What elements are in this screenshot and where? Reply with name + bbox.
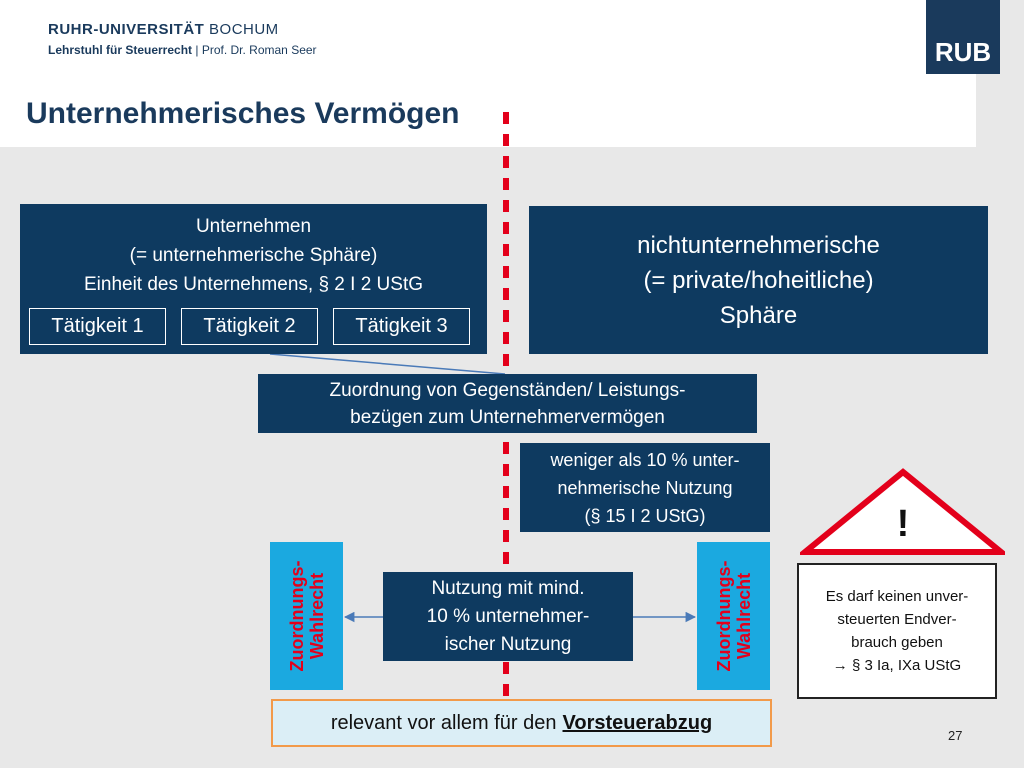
rub-logo: RUB xyxy=(926,0,1000,74)
university-name: RUHR-UNIVERSITÄT BOCHUM xyxy=(48,21,279,38)
private-line-2: (= private/hoheitliche) xyxy=(643,266,874,294)
choice-box-right xyxy=(697,542,770,690)
assignment-line-2: bezügen zum Unternehmervermögen xyxy=(350,406,665,428)
page-number: 27 xyxy=(948,728,963,743)
assignment-line-1: Zuordnung von Gegenständen/ Leistungs- xyxy=(329,379,686,401)
assignment-connector xyxy=(270,354,505,374)
at-least-10-line-1: Nutzung mit mind. xyxy=(431,577,585,599)
warning-line-2: steuerten Endver- xyxy=(837,611,957,628)
activity-2: Tätigkeit 2 xyxy=(181,308,318,345)
relevant-text: relevant vor allem für den xyxy=(330,711,557,734)
choice-left-text: Zuordnungs- Wahlrecht xyxy=(286,560,327,672)
private-sphere-box xyxy=(529,206,988,354)
activity-3: Tätigkeit 3 xyxy=(333,308,470,345)
warning-line-3: brauch geben xyxy=(851,634,943,651)
warning-box xyxy=(797,563,997,699)
at-least-10-line-2: 10 % unternehmer- xyxy=(426,605,590,627)
enterprise-line-2: (= unternehmerische Sphäre) xyxy=(129,245,378,266)
warning-line-1: Es darf keinen unver- xyxy=(825,588,969,605)
enterprise-box xyxy=(20,204,487,354)
less-than-10-box xyxy=(520,443,770,532)
chair-name: Lehrstuhl für Steuerrecht | Prof. Dr. Roman Seer xyxy=(48,43,317,57)
warning-symbol: ! xyxy=(896,503,910,545)
page-title: Unternehmerisches Vermögen xyxy=(26,97,460,130)
choice-box-left xyxy=(270,542,343,690)
less-than-10-line-3: (§ 15 I 2 UStG) xyxy=(584,505,706,526)
activity-1: Tätigkeit 1 xyxy=(29,308,166,345)
enterprise-line-1: Unternehmen xyxy=(195,216,312,237)
assignment-box xyxy=(258,374,757,433)
at-least-10-box xyxy=(383,572,633,661)
warning-line-4: → § 3 Ia, IXa UStG xyxy=(832,657,962,674)
private-line-1: nichtunternehmerische xyxy=(637,231,880,259)
relevant-box xyxy=(271,699,772,747)
less-than-10-line-2: nehmerische Nutzung xyxy=(557,477,733,498)
choice-right-text: Zuordnungs- Wahlrecht xyxy=(713,560,754,672)
less-than-10-line-1: weniger als 10 % unter- xyxy=(550,449,740,470)
enterprise-line-3: Einheit des Unternehmens, § 2 I 2 UStG xyxy=(83,274,423,295)
private-line-3: Sphäre xyxy=(719,301,798,329)
at-least-10-line-3: ischer Nutzung xyxy=(444,633,572,655)
warning-triangle-icon xyxy=(800,468,1005,556)
relevant-emphasis: Vorsteuerabzug xyxy=(562,711,713,734)
